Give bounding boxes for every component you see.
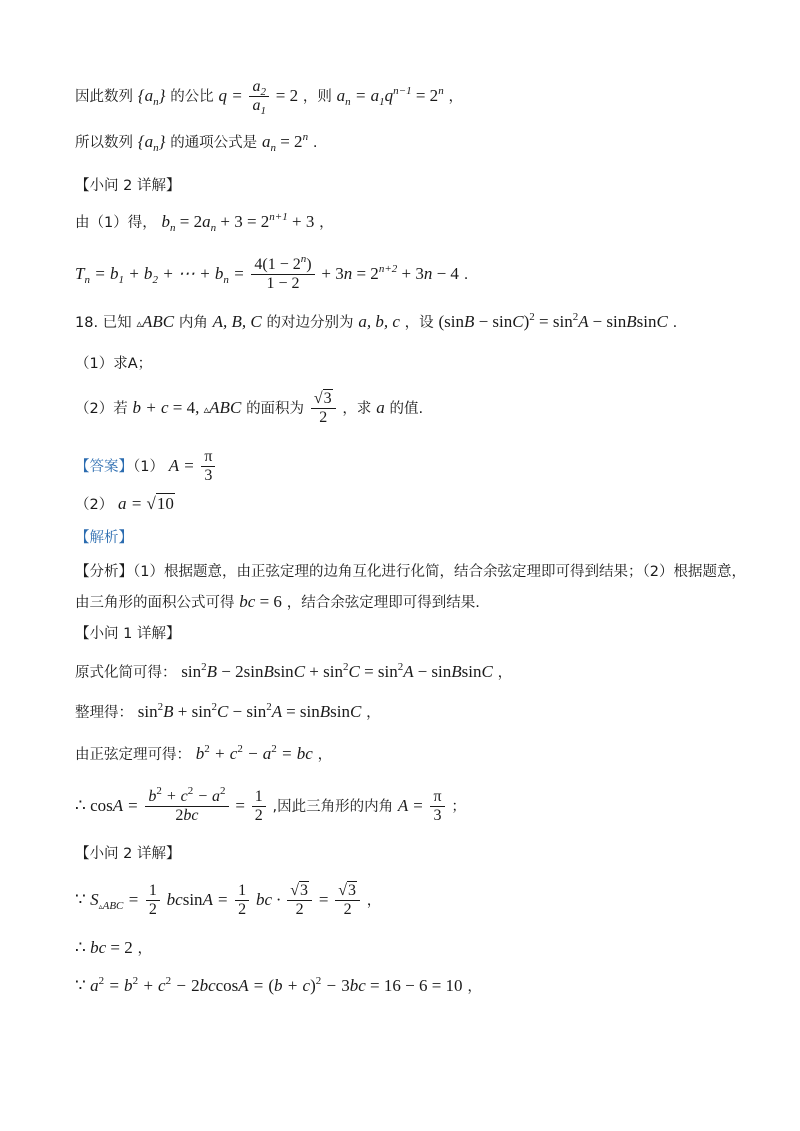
answer-label: 【答案】 bbox=[75, 458, 133, 475]
analysis-line-2: 由三角形的面积公式可得 bc = 6 ，结合余弦定理即可得到结果. bbox=[75, 592, 480, 611]
answer-1: 【答案】（1） A = $\frac{\pi}{3}$ bbox=[75, 448, 740, 486]
step-cosine-law: ∵ $a^2 = b^2 + c^2 - 2bccosA = (b + c)^2 - 3bc = 16 - 6 = 10$ ， bbox=[75, 975, 482, 995]
question-part-1: （1）求A； bbox=[75, 356, 153, 372]
line-general-term: 所以数列 $\{a_n\}$ 的通项公式是 $a_n = 2^n$ . bbox=[75, 131, 318, 154]
line-bn: 由（1）得， $b_n = 2a_n + 3 = 2^{n+1} + 3$ ， bbox=[75, 211, 334, 234]
subquestion-2-heading: 【小问 2 详解】 bbox=[75, 178, 181, 194]
step-rearrange: 整理得： $\sin^2B + \sin^2C - \sin^2A$ = sinBsinC ， bbox=[75, 701, 381, 721]
subquestion-2-heading-b: 【小问 2 详解】 bbox=[75, 846, 181, 862]
question-part-2: （2）若 b + c = 4, ▵ABC 的面积为 $\frac{√3}{2}$ ，求 a 的值. bbox=[75, 390, 424, 427]
analysis-heading: 【解析】 bbox=[75, 530, 133, 546]
step-bc: ∴ bc = 2 ， bbox=[75, 938, 152, 957]
line-tn: $T_n = b_1 + b_2$ + ⋯ + $b_n$ = $\frac{4(1 - 2^n)}{1 - 2}$ + $3n = 2^{n+2} + 3n - 4$ . bbox=[75, 253, 469, 293]
step-cosine: ∴ cosA = $\frac{b^2 + c^2 - a^2}{2bc}$ = $\frac{1}{2}$ ,因此三角形的内角 A = $\frac{\pi}{3}$ ； bbox=[75, 785, 466, 825]
analysis-line-1: 【分析】（1）根据题意，由正弦定理的边角互化进行化简，结合余弦定理即可得到结果；（2）根据题意， bbox=[75, 564, 746, 580]
step-area: ∵ $S_{▵ABC}$ = $\frac{1}{2}$ bcsinA = $\frac{1}{2}$ bc · $\frac{√3}{2}$ = $\frac{√3}{2}$ ， bbox=[75, 882, 382, 919]
step-simplify: 原式化简可得： $\sin^2B$ − 2sinBsinC + $\sin^2C = \sin^2A$ − sinBsinC ， bbox=[75, 661, 513, 681]
line-ratio: 因此数列 $\{a_n\}$ 的公比 q = $\frac{a_2}{a_1}$ = 2 ，则 $a_n = a_1q^{n-1} = 2^n$ ， bbox=[75, 78, 463, 118]
step-sine-law: 由正弦定理可得： $b^2 + c^2 - a^2$ = bc ， bbox=[75, 743, 333, 763]
answer-2: （2） a = √10 bbox=[75, 494, 174, 513]
subquestion-1-heading: 【小问 1 详解】 bbox=[75, 626, 181, 642]
question-18: 18. 已知 ▵ABC 内角 A, B, C 的对边分别为 a, b, c ，设 $(\sin B - \sin C)^2 = \sin^2A$ − sinBsinC . bbox=[75, 311, 678, 331]
